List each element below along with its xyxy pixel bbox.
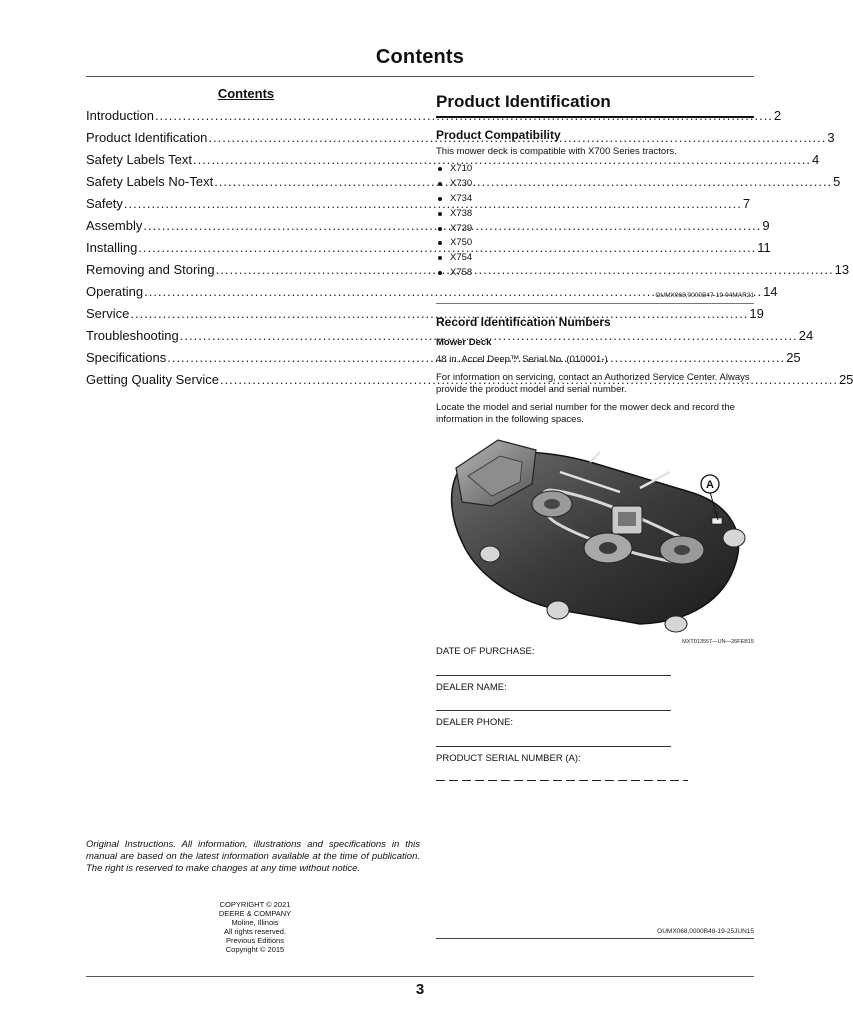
section-rule <box>436 116 754 118</box>
compat-text: This mower deck is compatible with X700 Series tractors. <box>436 146 677 157</box>
toc-entry-page: 14 <box>763 284 778 299</box>
toc-entry[interactable] <box>86 107 782 129</box>
toc-entry-page: 7 <box>742 196 751 211</box>
serial-range-text: 48 in. Accel Deep™ Serial No. (010001-) <box>436 354 608 365</box>
dealer-phone-line <box>436 746 671 747</box>
copyright-line: All rights reserved. <box>223 927 287 936</box>
toc-entry-label: Getting Quality Service <box>86 372 219 387</box>
record-ref-code: OUMX068,0000B48-19-25JUN15 <box>657 928 754 935</box>
compat-ref-code: OUMX068,0000B47-19-04MAR21 <box>655 292 754 299</box>
record-rule <box>436 938 754 939</box>
date-of-purchase-label: DATE OF PURCHASE: <box>436 646 535 657</box>
disclaimer-text: Original Instructions. All information, illustrations and specifications in this manual are based on the latest information available at the time of publication. The right is reserved to make changes at any time without notice. <box>86 839 420 874</box>
toc-entry-page: 13 <box>834 262 850 277</box>
toc-entry-page: 2 <box>773 108 782 123</box>
date-of-purchase-line <box>436 675 671 676</box>
toc-entry-page: 24 <box>798 328 814 343</box>
toc-entry-label: Operating <box>86 284 144 299</box>
model-item: X758 <box>438 266 472 281</box>
toc-entry-page: 19 <box>749 306 764 321</box>
copyright-line: Moline, Illinois <box>231 918 279 927</box>
toc-entry-label: Installing <box>86 240 138 255</box>
toc-entry-page: 11 <box>757 240 771 255</box>
toc-entry-label: Safety Labels No-Text <box>86 174 214 189</box>
dealer-name-line <box>436 710 671 711</box>
dealer-phone-label: DEALER PHONE: <box>436 717 514 728</box>
toc-entry-page: 25 <box>786 350 801 365</box>
divider <box>436 303 754 304</box>
footer-rule <box>86 976 754 977</box>
toc-entry-label: Product Identification <box>86 130 208 145</box>
section-title: Product Identification <box>436 92 611 111</box>
copyright-block <box>180 900 330 954</box>
copyright-line: Previous Editions <box>226 936 284 945</box>
toc-entry-label: Troubleshooting <box>86 328 179 343</box>
toc-entry-label: Safety Labels Text <box>86 152 192 167</box>
serial-number-label: PRODUCT SERIAL NUMBER (A): <box>436 753 581 764</box>
header-rule <box>86 76 754 77</box>
service-text: For information on servicing, contact an Authorized Service Center. Always provide the product model and serial number. <box>436 372 750 395</box>
toc-entry-label: Assembly <box>86 218 143 233</box>
page-number: 3 <box>415 981 425 998</box>
model-item: X750 <box>438 236 472 251</box>
copyright-line: Copyright © 2015 <box>225 945 285 954</box>
toc-leader-dots <box>124 195 742 213</box>
serial-number-line <box>436 780 688 781</box>
dealer-name-label: DEALER NAME: <box>436 682 507 693</box>
toc-entry-label: Introduction <box>86 108 154 123</box>
toc-entry-label: Service <box>86 306 130 321</box>
toc-entry-label: Safety <box>86 196 123 211</box>
toc-entry-page: 5 <box>833 174 841 189</box>
locate-text: Locate the model and serial number for the mower deck and record the information in the following spaces. <box>436 402 735 425</box>
model-list <box>438 162 472 280</box>
model-item: X738 <box>438 206 472 221</box>
toc-entry-page: 9 <box>762 218 770 233</box>
model-item: X739 <box>438 221 472 236</box>
toc-heading: Contents <box>217 86 275 101</box>
copyright-line: DEERE & COMPANY <box>218 909 292 918</box>
toc-entry-page: 4 <box>811 152 820 167</box>
toc-entry-page: 3 <box>827 130 835 145</box>
callout-a: A <box>706 479 714 491</box>
toc-leader-dots <box>214 173 832 191</box>
compat-heading: Product Compatibility <box>436 128 561 142</box>
copyright-line: COPYRIGHT © 2021 <box>219 900 291 909</box>
model-item: X710 <box>438 162 472 177</box>
record-heading: Record Identification Numbers <box>436 315 611 329</box>
mower-deck-image <box>440 432 754 645</box>
toc-entry-page: 25 <box>838 372 853 387</box>
model-item: X730 <box>438 177 472 192</box>
model-item: X754 <box>438 251 472 266</box>
toc-leader-dots <box>216 261 834 279</box>
mower-deck-label: Mower Deck <box>436 337 492 348</box>
model-item: X734 <box>438 192 472 207</box>
page-title: Contents <box>375 46 465 68</box>
figure-code: MXT013557—UN—26FEB15 <box>682 639 754 645</box>
toc-entry-label: Specifications <box>86 350 167 365</box>
toc-entry-label: Removing and Storing <box>86 262 215 277</box>
